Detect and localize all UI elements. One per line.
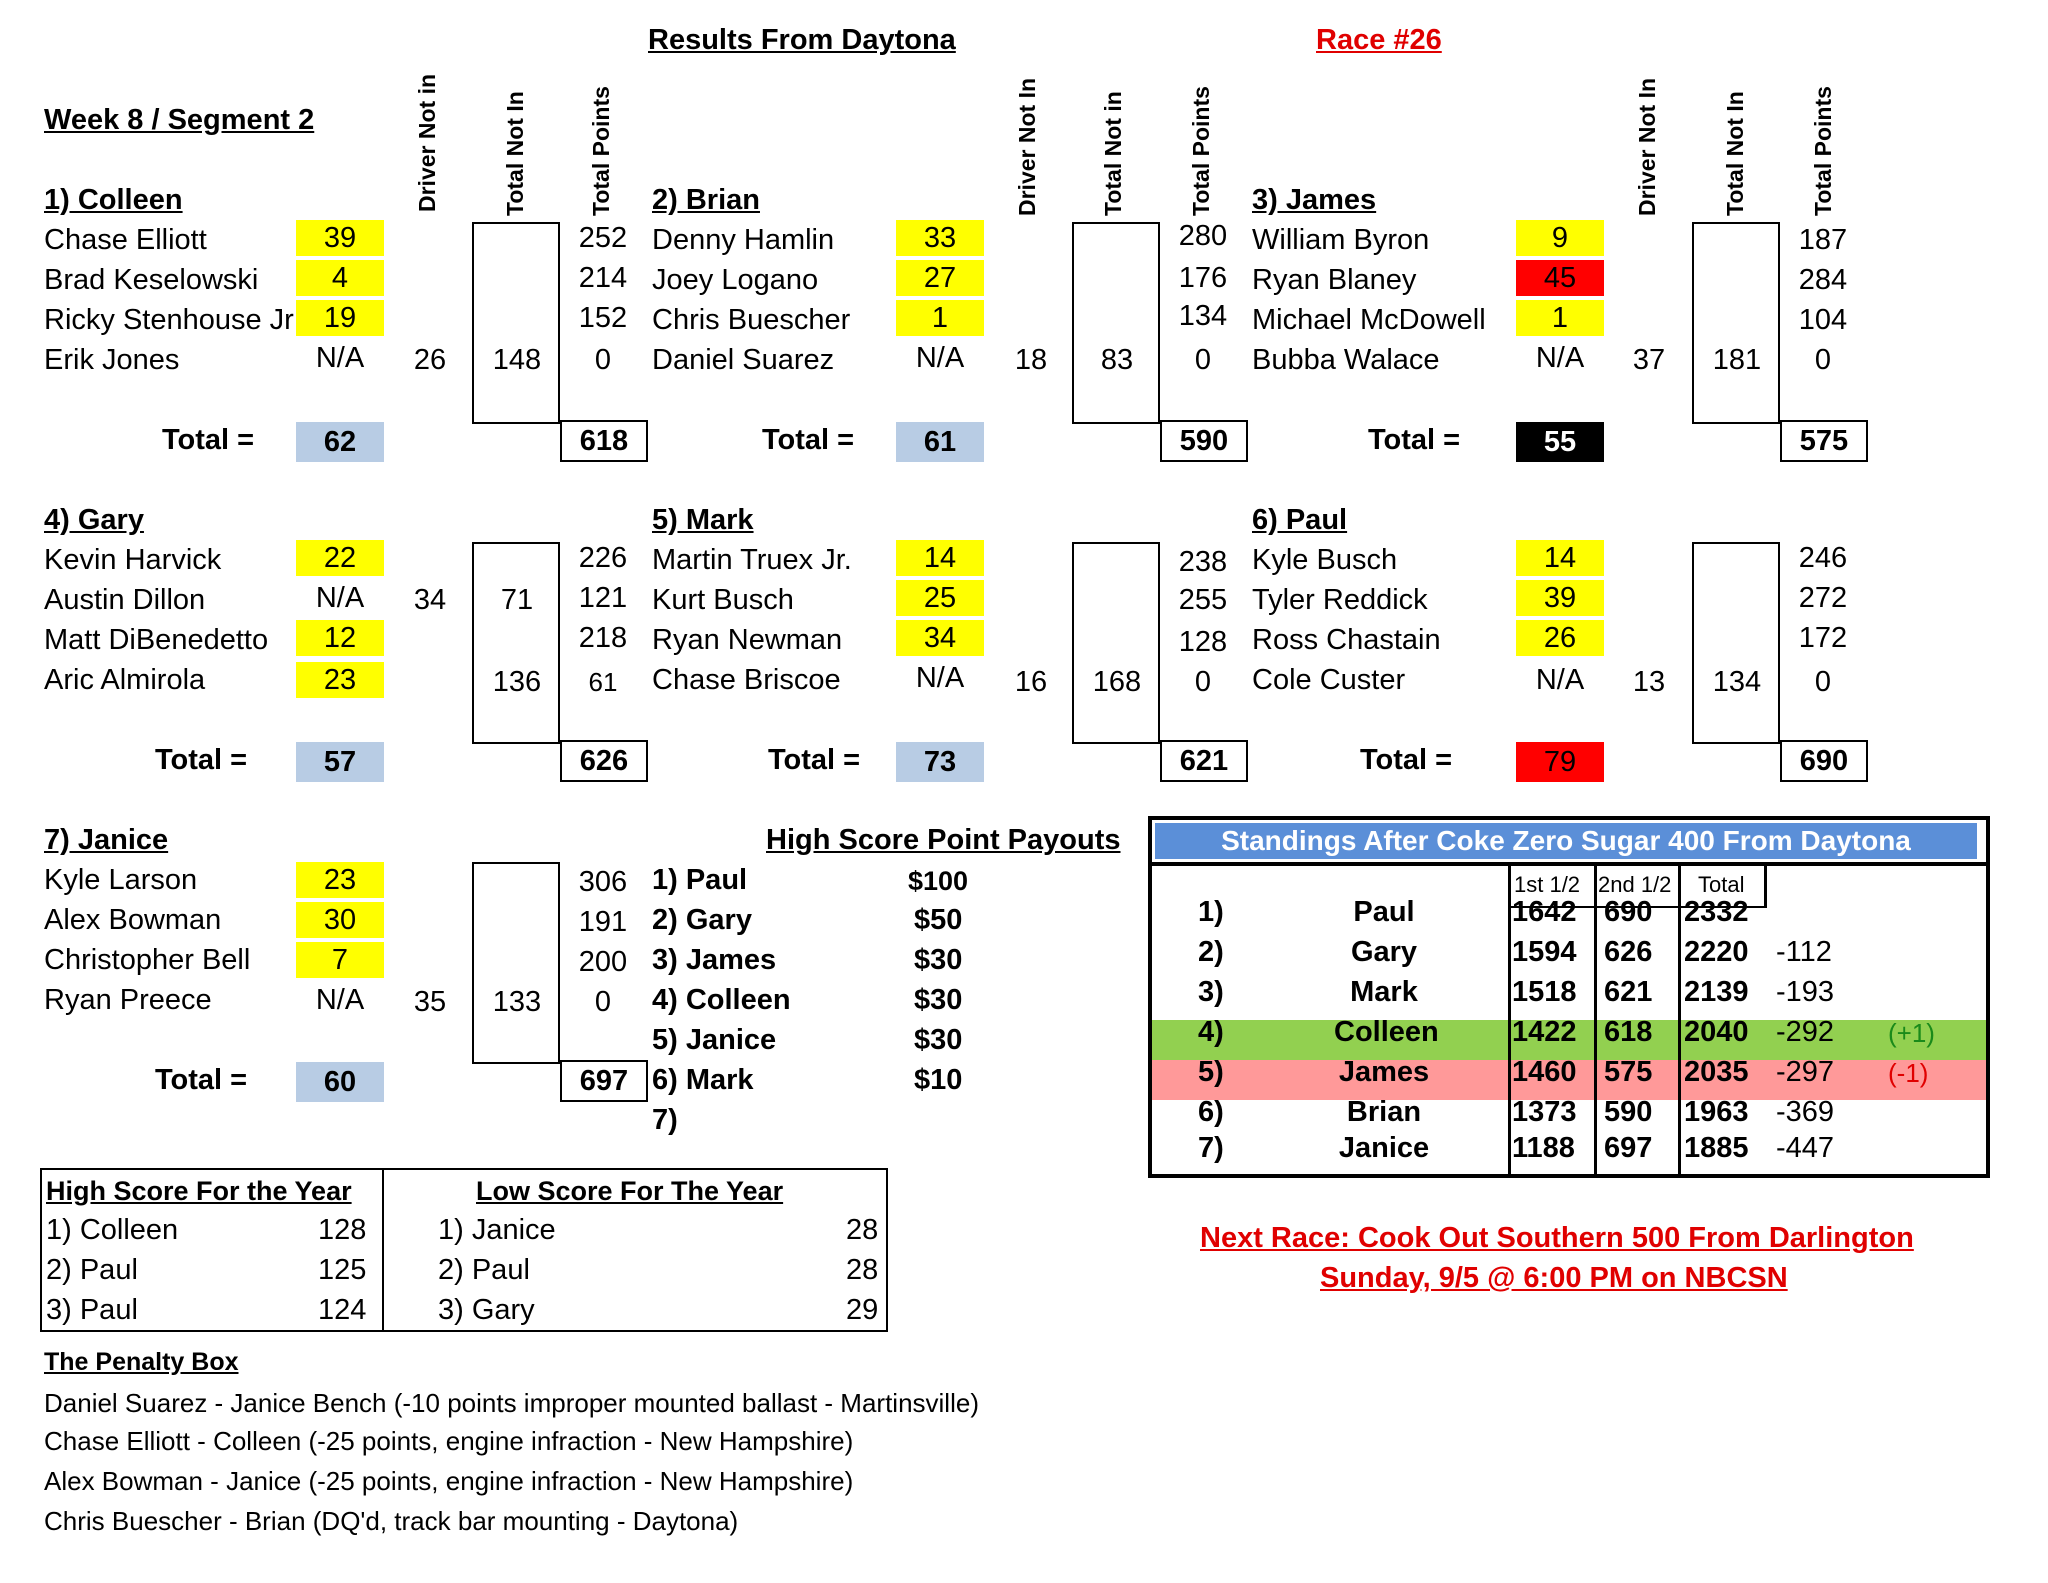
high-score-value: 124 (318, 1294, 367, 1326)
team-name: 6) Paul (1252, 504, 1348, 536)
driver-points: 255 (1178, 584, 1228, 616)
driver-name: Michael McDowell (1252, 304, 1486, 336)
driver-points: 0 (1194, 666, 1212, 698)
driver-name: Chase Briscoe (652, 664, 841, 696)
driver-points: 61 (588, 667, 618, 697)
high-score-label: 2) Paul (46, 1254, 138, 1286)
team-total: 79 (1516, 742, 1604, 782)
standings-header: Total (1698, 872, 1745, 897)
standings-header: 1st 1/2 (1514, 872, 1581, 897)
team-total: 62 (296, 422, 384, 462)
driver-points: 272 (1798, 582, 1848, 614)
penalty-title: The Penalty Box (44, 1348, 239, 1376)
finish-position: 19 (296, 300, 384, 336)
total-label: Total = (1360, 744, 1453, 776)
penalty-item: Chase Elliott - Colleen (-25 points, engine infraction - New Hampshire) (44, 1426, 854, 1456)
total-not-in: 168 (1092, 666, 1142, 698)
col-header-driver-not-in-1: Driver Not in (414, 73, 440, 212)
low-score-label: 1) Janice (438, 1214, 556, 1246)
driver-not-in: 18 (1014, 344, 1048, 376)
total-label: Total = (762, 424, 855, 456)
payout-place: 4) Colleen (652, 984, 791, 1016)
standings-total: 1885 (1684, 1132, 1749, 1164)
payout-place: 1) Paul (652, 864, 748, 896)
team-total-points: 590 (1160, 420, 1248, 462)
driver-not-in: 16 (1014, 666, 1048, 698)
standings-name: Brian (1346, 1096, 1422, 1128)
standings-second-half: 690 (1604, 896, 1653, 928)
standings-total: 1963 (1684, 1096, 1749, 1128)
col-header-driver-not-in-3: Driver Not In (1634, 77, 1660, 216)
finish-position: 14 (896, 540, 984, 576)
driver-points: 0 (1814, 666, 1832, 698)
high-score-value: 125 (318, 1254, 367, 1286)
finish-position: 33 (896, 220, 984, 256)
standings-behind: -297 (1776, 1056, 1835, 1088)
col-header-total-not-in-1: Total Not In (502, 91, 528, 216)
finish-position: 1 (1516, 300, 1604, 336)
standings-move-up: (+1) (1888, 1018, 1935, 1048)
col-header-total-points-1: Total Points (588, 86, 614, 216)
driver-name: Joey Logano (652, 264, 819, 296)
driver-points: 306 (578, 866, 628, 898)
driver-points: 0 (1814, 344, 1832, 376)
driver-name: Denny Hamlin (652, 224, 835, 256)
col-header-total-not-in-2: Total Not in (1100, 91, 1126, 216)
standings-first-half: 1422 (1512, 1016, 1577, 1048)
driver-name: Austin Dillon (44, 584, 206, 616)
low-score-label: 2) Paul (438, 1254, 530, 1286)
low-score-value: 28 (846, 1254, 879, 1286)
driver-points: 284 (1798, 264, 1848, 296)
standings-first-half: 1642 (1512, 896, 1577, 928)
finish-position: N/A (315, 582, 365, 614)
standings-name: Gary (1350, 936, 1418, 968)
driver-points: 121 (578, 582, 628, 614)
standings-header: 2nd 1/2 (1598, 872, 1672, 897)
driver-not-in: 13 (1632, 666, 1666, 698)
finish-position: 1 (896, 300, 984, 336)
team-total: 61 (896, 422, 984, 462)
total-not-in-box (472, 862, 560, 1064)
finish-position: N/A (1535, 664, 1585, 696)
driver-points: 187 (1798, 224, 1848, 256)
standings-first-half: 1518 (1512, 976, 1577, 1008)
total-not-in-box (472, 542, 560, 744)
standings-move-down: (-1) (1888, 1058, 1929, 1088)
payout-place: 5) Janice (652, 1024, 777, 1056)
finish-position: 45 (1516, 260, 1604, 296)
finish-position: 34 (896, 620, 984, 656)
payout-place: 3) James (652, 944, 777, 976)
team-total-points: 626 (560, 740, 648, 782)
driver-points: 191 (578, 906, 628, 938)
driver-points: 134 (1178, 300, 1228, 332)
standings-behind: -193 (1776, 976, 1835, 1008)
finish-position: N/A (915, 662, 965, 694)
next-race-line1: Next Race: Cook Out Southern 500 From Darlington (1200, 1222, 1914, 1254)
driver-name: Aric Almirola (44, 664, 206, 696)
driver-name: Kyle Larson (44, 864, 198, 896)
penalty-item: Chris Buescher - Brian (DQ'd, track bar mounting - Daytona) (44, 1506, 739, 1536)
total-not-in: 181 (1712, 344, 1762, 376)
standings-title: Standings After Coke Zero Sugar 400 From Daytona (1155, 823, 1977, 859)
total-label: Total = (162, 424, 255, 456)
finish-position: 22 (296, 540, 384, 576)
standings-behind: -292 (1776, 1016, 1835, 1048)
finish-position: N/A (315, 984, 365, 1016)
standings-name: Janice (1338, 1132, 1430, 1164)
team-total: 57 (296, 742, 384, 782)
team-total-points: 697 (560, 1060, 648, 1102)
total-label: Total = (1368, 424, 1461, 456)
team-total-points: 618 (560, 420, 648, 462)
standings-rank: 2) (1198, 936, 1224, 968)
driver-not-in: 37 (1632, 344, 1666, 376)
driver-name: Alex Bowman (44, 904, 222, 936)
driver-points: 104 (1798, 304, 1848, 336)
finish-position: N/A (915, 342, 965, 374)
driver-name: Martin Truex Jr. (652, 544, 852, 576)
penalty-item: Alex Bowman - Janice (-25 points, engine infraction - New Hampshire) (44, 1466, 854, 1496)
driver-name: Ricky Stenhouse Jr (44, 304, 294, 336)
driver-name: Ryan Newman (652, 624, 843, 656)
driver-name: Tyler Reddick (1252, 584, 1428, 616)
total-label: Total = (155, 744, 248, 776)
driver-name: Christopher Bell (44, 944, 251, 976)
standings-rank: 5) (1198, 1056, 1224, 1088)
finish-position: 14 (1516, 540, 1604, 576)
standings-rank: 1) (1198, 896, 1224, 928)
finish-position: 12 (296, 620, 384, 656)
total-not-in-box (1692, 542, 1780, 744)
standings-first-half: 1460 (1512, 1056, 1577, 1088)
finish-position: N/A (315, 342, 365, 374)
finish-position: 27 (896, 260, 984, 296)
year-scores-table (40, 1168, 888, 1332)
finish-position: 23 (296, 862, 384, 898)
driver-name: Chris Buescher (652, 304, 851, 336)
driver-name: Bubba Walace (1252, 344, 1440, 376)
driver-points: 214 (578, 262, 628, 294)
team-total-points: 575 (1780, 420, 1868, 462)
driver-name: Matt DiBenedetto (44, 624, 269, 656)
finish-position: 39 (1516, 580, 1604, 616)
driver-name: Cole Custer (1252, 664, 1406, 696)
total-not-in-box (1692, 222, 1780, 424)
driver-name: Ryan Blaney (1252, 264, 1417, 296)
finish-position: 39 (296, 220, 384, 256)
standings-rank: 7) (1198, 1132, 1224, 1164)
finish-position: N/A (1535, 342, 1585, 374)
team-name: 1) Colleen (44, 184, 183, 216)
payout-place: 7) (652, 1104, 678, 1136)
payout-amount: $50 (914, 904, 963, 936)
standings-second-half: 626 (1604, 936, 1653, 968)
driver-points: 252 (578, 222, 628, 254)
standings-first-half: 1373 (1512, 1096, 1577, 1128)
total-not-in: 83 (1100, 344, 1134, 376)
team-name: 5) Mark (652, 504, 754, 536)
driver-points: 176 (1178, 262, 1228, 294)
standings-behind: -112 (1776, 936, 1832, 968)
col-header-total-points-3: Total Points (1810, 86, 1836, 216)
team-name: 2) Brian (652, 184, 760, 216)
standings-name: Mark (1350, 976, 1418, 1008)
standings-behind: -369 (1776, 1096, 1835, 1128)
payout-amount: $30 (914, 1024, 963, 1056)
finish-position: 7 (296, 942, 384, 978)
driver-name: William Byron (1252, 224, 1430, 256)
total-not-in-box (1072, 542, 1160, 744)
team-name: 3) James (1252, 184, 1377, 216)
driver-name: Kyle Busch (1252, 544, 1398, 576)
col-header-total-points-2: Total Points (1188, 86, 1214, 216)
driver-points: 280 (1178, 220, 1228, 252)
total-not-in: 134 (1712, 666, 1762, 698)
payout-amount: $10 (914, 1064, 963, 1096)
driver-name: Chase Elliott (44, 224, 207, 256)
standings-first-half: 1188 (1512, 1132, 1575, 1164)
team-name: 4) Gary (44, 504, 144, 536)
low-score-title: Low Score For The Year (476, 1176, 784, 1206)
driver-name: Erik Jones (44, 344, 180, 376)
total-not-in: 136 (492, 666, 542, 698)
high-score-title: High Score For the Year (46, 1176, 352, 1206)
finish-position: 30 (296, 902, 384, 938)
driver-points: 172 (1798, 622, 1848, 654)
standings-rank: 6) (1198, 1096, 1224, 1128)
standings-name: Colleen (1334, 1016, 1439, 1048)
total-not-in: 148 (492, 344, 542, 376)
driver-points: 200 (578, 946, 628, 978)
driver-points: 0 (594, 986, 612, 1018)
standings-name: James (1338, 1056, 1430, 1088)
driver-not-in: 34 (413, 584, 447, 616)
payout-place: 6) Mark (652, 1064, 754, 1096)
week-segment: Week 8 / Segment 2 (44, 104, 315, 136)
driver-not-in: 26 (413, 344, 447, 376)
standings-name: Paul (1353, 896, 1415, 928)
finish-position: 4 (296, 260, 384, 296)
high-score-label: 1) Colleen (46, 1214, 179, 1246)
driver-points: 218 (578, 622, 628, 654)
team-total-points: 690 (1780, 740, 1868, 782)
payouts-title: High Score Point Payouts (766, 824, 1121, 856)
team-total: 73 (896, 742, 984, 782)
high-score-value: 128 (318, 1214, 367, 1246)
low-score-label: 3) Gary (438, 1294, 535, 1326)
low-score-value: 29 (846, 1294, 879, 1326)
standings-second-half: 621 (1604, 976, 1653, 1008)
payout-amount: $30 (914, 944, 963, 976)
total-not-in: 71 (500, 584, 534, 616)
finish-position: 23 (296, 662, 384, 698)
driver-points: 0 (1194, 344, 1212, 376)
driver-name: Ryan Preece (44, 984, 212, 1016)
team-total: 60 (296, 1062, 384, 1102)
finish-position: 25 (896, 580, 984, 616)
standings-first-half: 1594 (1512, 936, 1577, 968)
standings-second-half: 697 (1604, 1132, 1653, 1164)
standings-behind: -447 (1776, 1132, 1835, 1164)
driver-name: Ross Chastain (1252, 624, 1441, 656)
total-label: Total = (768, 744, 861, 776)
driver-points: 128 (1178, 626, 1228, 658)
payout-amount: $100 (908, 866, 969, 896)
standings-second-half: 590 (1604, 1096, 1653, 1128)
total-not-in: 133 (492, 986, 542, 1018)
race-number: Race #26 (1316, 24, 1442, 56)
driver-points: 152 (578, 302, 628, 334)
team-total-points: 621 (1160, 740, 1248, 782)
driver-points: 246 (1798, 542, 1848, 574)
team-name: 7) Janice (44, 824, 169, 856)
driver-points: 0 (594, 344, 612, 376)
driver-points: 238 (1178, 546, 1228, 578)
standings-total: 2139 (1684, 976, 1749, 1008)
payout-place: 2) Gary (652, 904, 752, 936)
finish-position: 26 (1516, 620, 1604, 656)
driver-not-in: 35 (413, 986, 447, 1018)
high-score-label: 3) Paul (46, 1294, 138, 1326)
next-race-line2: Sunday, 9/5 @ 6:00 PM on NBCSN (1320, 1262, 1788, 1294)
driver-name: Kevin Harvick (44, 544, 222, 576)
total-label: Total = (155, 1064, 248, 1096)
driver-name: Brad Keselowski (44, 264, 259, 296)
page-title: Results From Daytona (648, 24, 956, 56)
low-score-value: 28 (846, 1214, 879, 1246)
standings-second-half: 618 (1604, 1016, 1653, 1048)
standings-rank: 3) (1198, 976, 1224, 1008)
penalty-item: Daniel Suarez - Janice Bench (-10 points improper mounted ballast - Martinsville) (44, 1388, 979, 1418)
standings-rank: 4) (1198, 1016, 1224, 1048)
col-header-driver-not-in-2: Driver Not In (1014, 77, 1040, 216)
standings-second-half: 575 (1604, 1056, 1653, 1088)
total-not-in-box (472, 222, 560, 424)
team-total: 55 (1516, 422, 1604, 462)
standings-total: 2040 (1684, 1016, 1749, 1048)
driver-name: Daniel Suarez (652, 344, 835, 376)
standings-total: 2332 (1684, 896, 1749, 928)
finish-position: 9 (1516, 220, 1604, 256)
col-header-total-not-in-3: Total Not In (1722, 91, 1748, 216)
total-not-in-box (1072, 222, 1160, 424)
standings-total: 2220 (1684, 936, 1749, 968)
standings-total: 2035 (1684, 1056, 1749, 1088)
driver-points: 226 (578, 542, 628, 574)
driver-name: Kurt Busch (652, 584, 794, 616)
payout-amount: $30 (914, 984, 963, 1016)
